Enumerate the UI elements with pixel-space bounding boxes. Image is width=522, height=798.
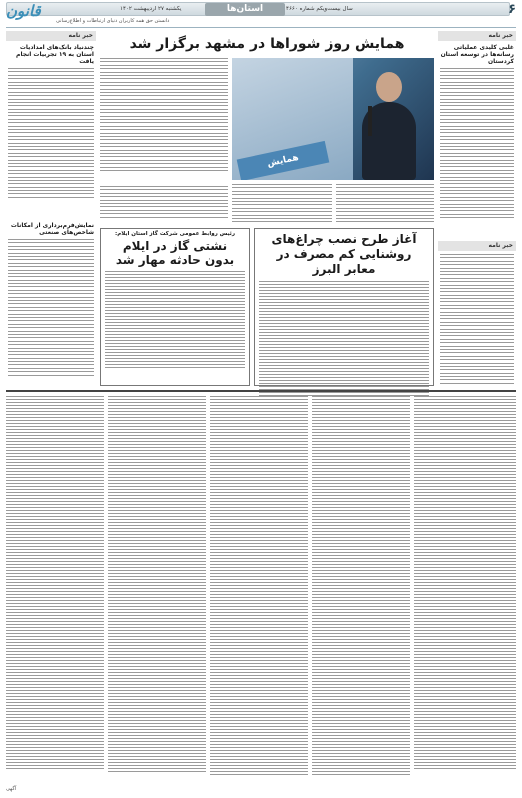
main-story-text-1	[100, 58, 228, 188]
ilam-gas-story	[100, 228, 250, 386]
advert-separator	[6, 390, 516, 392]
advert-column-3	[210, 396, 308, 790]
right-column-text	[438, 68, 516, 238]
left-column-label: خبر نامه	[6, 31, 96, 41]
issue-date: یکشنبه ۲۷ اردیبهشت ۱۴۰۲	[120, 6, 182, 12]
main-photo	[232, 58, 434, 180]
left-column-text	[6, 68, 96, 218]
right-column-label: خبر نامه	[438, 31, 516, 41]
left-column	[6, 31, 96, 383]
advert-column-1	[6, 396, 104, 790]
ilam-gas-text	[105, 271, 245, 371]
left-column-headline: چندنیاد بانک‌های امدادیات استان به ۱۹ تجربیات انجام یافت	[16, 44, 94, 65]
advert-column-4	[312, 396, 410, 790]
header-rule	[6, 27, 516, 28]
right-column	[438, 31, 516, 383]
right-column-label-2: خبر نامه	[438, 241, 516, 251]
issue-number: سال بیست‌ویکم شماره ۴۶۶۰	[286, 6, 353, 12]
page-number: ۶	[508, 2, 516, 17]
left-column-subheadline: نمایش‌فرم‌برداری از امکانات شاخص‌های صنعتی	[10, 222, 94, 236]
page-header	[0, 0, 522, 28]
header-tagline: دانستن حق همه کاربران دنیای ارتباطات و اطلاع‌رسانی	[56, 18, 170, 24]
right-column-text-2	[438, 254, 516, 404]
advert-column-2	[108, 396, 206, 790]
section-title: استان‌ها	[205, 3, 285, 16]
photo-sign: همایش	[237, 141, 330, 180]
newspaper-logo: قانون	[6, 2, 41, 20]
footer-note: آگهی	[6, 786, 17, 792]
main-story-text-3	[232, 184, 332, 230]
alborz-lights-text	[259, 281, 429, 399]
alborz-lights-headline: آغاز طرح نصب چراغ‌های روشنایی کم مصرف در معابر البرز	[271, 232, 417, 276]
advert-column-5	[414, 396, 516, 790]
main-story-text-2	[100, 186, 228, 224]
ilam-gas-headline: نشتی گاز در ایلام بدون حادثه مهار شد	[115, 239, 235, 267]
main-headline: همایش روز شوراها در مشهد برگزار شد	[129, 36, 405, 52]
ilam-gas-kicker: رئیس روابط عمومی شرکت گاز استان ایلام:	[115, 231, 235, 237]
alborz-lights-story	[254, 228, 434, 386]
main-story-text-4	[336, 184, 434, 230]
left-column-text-2	[6, 239, 96, 399]
right-column-headline: غلبی کلیدی عملیاتی رسانه‌ها در توسعه استان کردستان	[440, 44, 514, 65]
